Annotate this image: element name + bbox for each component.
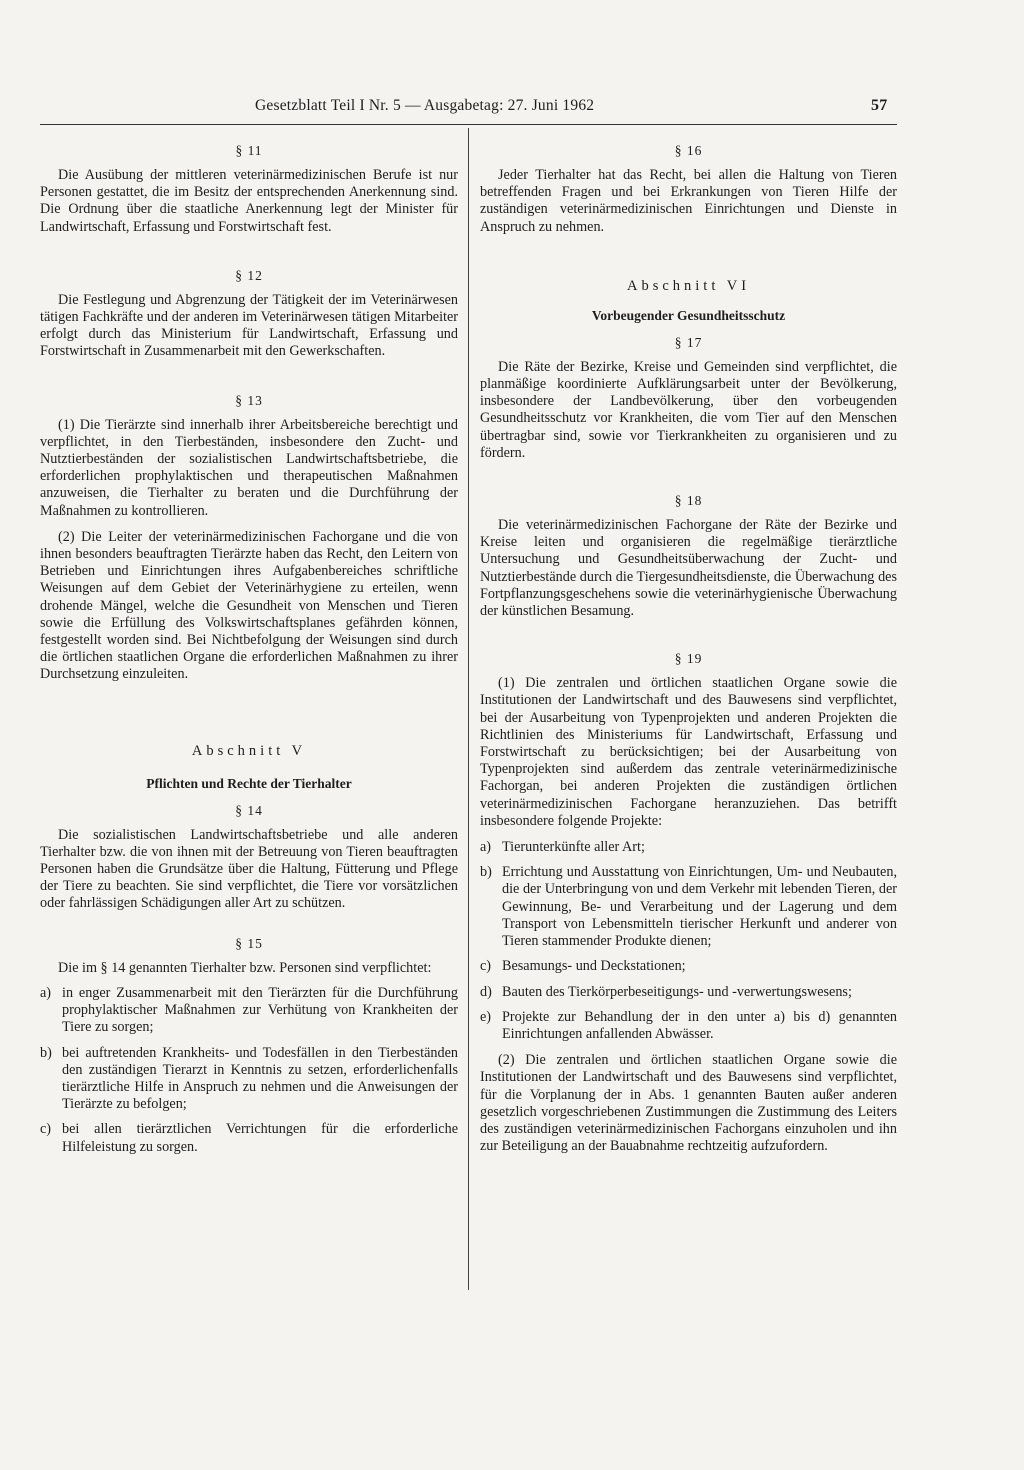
section-13-heading: § 13 [235, 392, 263, 408]
section-15-heading: § 15 [235, 935, 263, 951]
list-item-text: Tierunterkünfte aller Art; [502, 839, 645, 856]
section-18-heading: § 18 [674, 493, 703, 509]
section-15-intro: Die im § 14 genannten Tierhalter bzw. Personen sind verpflichtet: [58, 959, 432, 976]
column-divider [468, 128, 469, 1290]
section-11-heading: § 11 [235, 143, 263, 158]
list-item-label: a) [40, 984, 52, 1001]
section-13-paragraph-2: (2) Die Leiter der veterinärmedizinischen Fachorgane und die von ihnen besonders beauftragten Tierärzte haben das Recht, den Leitern von Betrieben und Einrichtungen ihres Aufgabenbereiches schriftliche Weisungen auf dem Gebiet der Veterinärhygiene zu erteilen, wenn drohende Mängel, welche die Gesundheit von Menschen und Tieren sowie die Erfüllung des Volkswirtschaftsplanes gefährden können, festgestellt worden sind. Bei Nichtbefolgung der Weisungen sind durch die örtlichen staatlichen Organe die erforderlichen Maßnahmen zu ihrer Durchsetzung einzuleiten. [40, 528, 458, 683]
list-item-label: a) [480, 839, 492, 856]
page-number: 57 [871, 97, 888, 114]
list-item-text: Bauten des Tierkörperbeseitigungs- und -verwertungswesens; [502, 983, 852, 1000]
section-16-heading: § 16 [674, 143, 703, 158]
list-item-text: Besamungs- und Deckstationen; [502, 958, 686, 975]
gazette-title: Gesetzblatt Teil I Nr. 5 — Ausgabetag: 27. Juni 1962 [255, 97, 595, 114]
list-item [480, 958, 897, 975]
list-item-text: Projekte zur Behandlung der in den unter a) bis d) genannten Einrichtungen anfallenden Abwässer. [502, 1008, 897, 1042]
section-16-text: Jeder Tierhalter hat das Recht, bei allen die Haltung von Tieren betreffenden Fragen und bei Erkrankungen von Tieren Hilfe der zuständigen veterinärmedizinischen Einrichtungen und Dienste in Anspruch zu nehmen. [480, 167, 897, 235]
abschnitt-v-title: Abschnitt V [191, 742, 307, 759]
right-column [480, 138, 897, 1155]
section-15-list [40, 985, 458, 1156]
section-19-list [480, 839, 897, 1043]
section-17-text: Die Räte der Bezirke, Kreise und Gemeinden sind verpflichtet, die planmäßige koordinierte Aufklärungsarbeit unter der Bevölkerung, insbesondere der Landbevölkerung, über den vorbeugenden Gesundheitsschutz vor Krankheiten, die vom Tier auf den Menschen übertragbar sind, sowie vor Tierkrankheiten zu organisieren und zu fördern. [480, 358, 897, 461]
section-19-paragraph-2: (2) Die zentralen und örtlichen staatlichen Organe sowie die Institutionen der Landwirtschaft und des Bauwesens sind verpflichtet, für die Vorplanung der in Abs. 1 genannten Bauten außer anderen gesetzlich vorgeschriebenen Zustimmungen die Zustimmung des Leiters des zuständigen veterinärmedizinischen Fachorgans einzuholen und ihn zur Beteiligung an der Bauabnahme rechtzeitig aufzufordern. [480, 1052, 897, 1155]
section-17-heading: § 17 [674, 334, 703, 350]
list-item-label: d) [480, 983, 492, 1000]
list-item [480, 984, 897, 1001]
section-18-text: Die veterinärmedizinischen Fachorgane der Räte der Bezirke und Kreise leiten und organisieren die regelmäßige tierärztliche Untersuchung und Gesundheitsüberwachung der Zucht- und Nutztierbestände durch die Tiergesundheitsdienste, die Überwachung des Fortpflanzungsgeschehens sowie die veterinärhygienische Überwachung der künstlichen Besamung. [480, 517, 897, 620]
list-item [480, 864, 897, 950]
list-item-label: c) [40, 1121, 52, 1138]
section-14-text: Die sozialistischen Landwirtschaftsbetriebe und alle anderen Tierhalter bzw. die von ihnen mit der Betreuung von Tieren beauftragten Personen haben die Grundsätze über die Haltung, Fütterung und Pflege der Tiere zu beachten. Sie sind verpflichtet, die Tiere vor vorsätzlichen oder fahrlässigen Schädigungen aller Art zu schützen. [40, 826, 458, 912]
list-item [40, 985, 458, 1037]
abschnitt-vi-subtitle: Vorbeugender Gesundheitsschutz [591, 307, 786, 323]
list-item [480, 1009, 897, 1043]
list-item-label: e) [480, 1008, 492, 1025]
section-12-text: Die Festlegung und Abgrenzung der Tätigkeit der im Veterinärwesen tätigen Fachkräfte und der anderen im Veterinärwesen tätigen Mitarbeiter erfolgt durch das Ministerium für Landwirtschaft, Erfassung und Forstwirtschaft in Zusammenarbeit mit den Gewerkschaften. [40, 291, 458, 360]
list-item [40, 1121, 458, 1155]
list-item-label: b) [40, 1044, 52, 1061]
abschnitt-vi-title: Abschnitt VI [626, 277, 751, 294]
header-rule [40, 124, 897, 125]
list-item-text: bei auftretenden Krankheits- und Todesfällen in den Tierbeständen den zuständigen Tierarzt in Kenntnis zu setzen, erforderlichenfalls tierärztliche Hilfe in Anspruch zu nehmen und die Anweisungen der Tierärzte zu befolgen; [62, 1044, 458, 1113]
list-item-text: Errichtung und Ausstattung von Einrichtungen, Um- und Neubauten, die der Unterbringung von und dem Verkehr mit lebenden Tieren, der Gewinnung, Be- und Verarbeitung und der Lagerung und dem Transport von Lebensmitteln tierischer Herkunft und anderer von Tieren stammender Produkte dienen; [502, 864, 897, 950]
list-item-text: in enger Zusammenarbeit mit den Tierärzten für die Durchführung prophylaktischer Maßnahmen zur Verhütung von Krankheiten der Tiere zu sorgen; [62, 984, 458, 1036]
abschnitt-v-subtitle: Pflichten und Rechte der Tierhalter [146, 775, 352, 791]
section-19-heading: § 19 [674, 651, 703, 667]
list-item [40, 1045, 458, 1114]
list-item-label: c) [480, 958, 492, 975]
list-item [480, 839, 897, 856]
section-14-heading: § 14 [235, 802, 263, 818]
section-11-text: Die Ausübung der mittleren veterinärmedizinischen Berufe ist nur Personen gestattet, die im Besitz der entsprechenden Anerkennung sind. Die Ordnung über die staatliche Anerkennung legt der Minister für Landwirtschaft, Erfassung und Forstwirtschaft fest. [40, 167, 458, 235]
list-item-text: bei allen tierärztlichen Verrichtungen für die erforderliche Hilfeleistung zu sorgen. [62, 1121, 458, 1155]
section-12-heading: § 12 [235, 267, 263, 283]
section-13-paragraph-1: (1) Die Tierärzte sind innerhalb ihrer Arbeitsbereiche berechtigt und verpflichtet, in den Tierbeständen, insbesondere den Zucht- und Nutztierbeständen der sozialistischen Landwirtschaftsbetriebe, die erforderlichen prophylaktischen und therapeutischen Maßnahmen anzuweisen, die Tierhalter zu beraten und die Durchführung der Maßnahmen zu kontrollieren. [40, 416, 458, 519]
section-19-paragraph-1: (1) Die zentralen und örtlichen staatlichen Organe sowie die Institutionen der Landwirtschaft und des Bauwesens sind verpflichtet, bei der Ausarbeitung von Typenprojekten und anderen Projekten die Richtlinien des Ministeriums für Landwirtschaft, Erfassung und Forstwirtschaft zu berücksichtigen; bei der Ausarbeitung von Typenprojekten sind außerdem das zentrale veterinärmedizinische Fachorgan, bei anderen Projekten die zuständigen örtlichen veterinärmedizinischen Fachorgane heranzuziehen. Das betrifft insbesondere folgende Projekte: [480, 675, 897, 829]
left-column [40, 138, 458, 1156]
list-item-label: b) [480, 864, 492, 881]
